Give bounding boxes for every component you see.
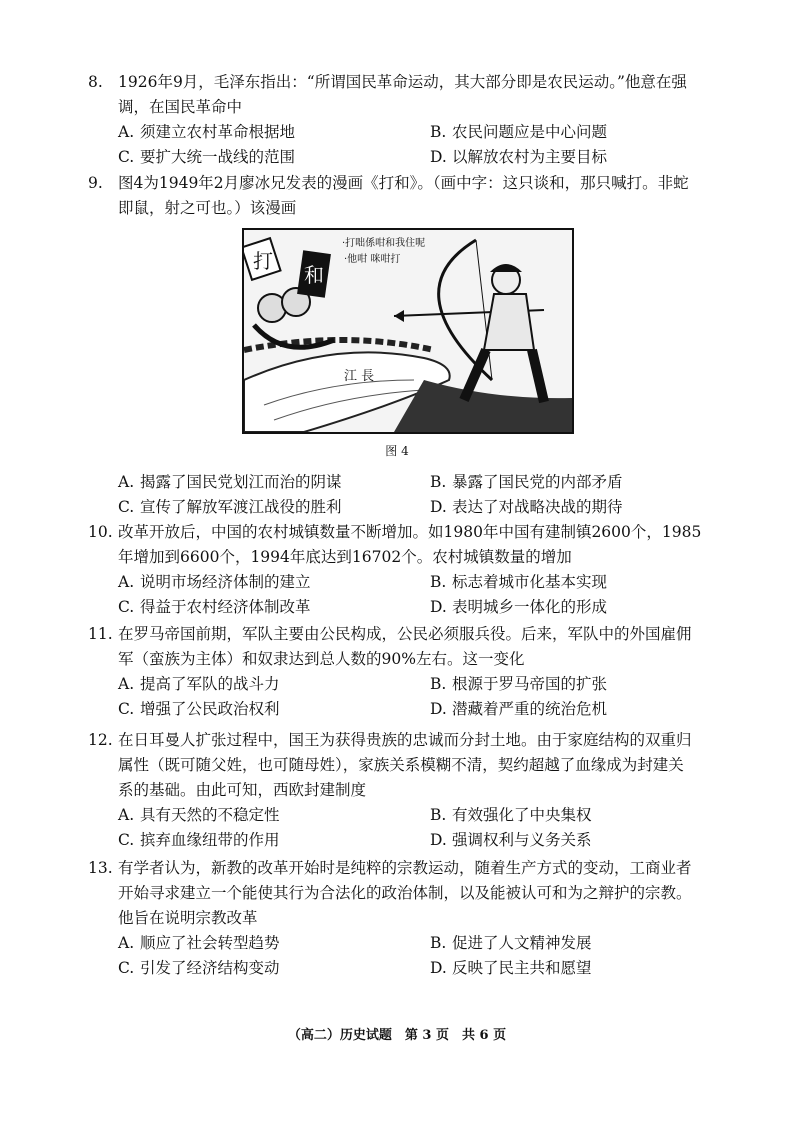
- option-a: A. 说明市场经济体制的建立: [118, 573, 311, 591]
- option-d: D. 表明城乡一体化的形成: [430, 598, 608, 616]
- option-d: D. 以解放农村为主要目标: [430, 148, 608, 166]
- option-b: B. 农民问题应是中心问题: [430, 123, 608, 141]
- option-c: C. 引发了经济结构变动: [118, 959, 280, 977]
- question-stem: 在罗马帝国前期，军队主要由公民构成，公民必须服兵役。后来，军队中的外国雇佣 军（蛮族为主体）和奴隶达到总人数的90%左右。这一变化: [118, 625, 692, 668]
- river-label: 江 長: [344, 369, 375, 384]
- option-a: A. 须建立农村革命根据地: [118, 123, 296, 141]
- option-c: C. 要扩大统一战线的范围: [118, 148, 296, 166]
- question-9: [88, 171, 708, 221]
- question-stem: 有学者认为，新教的改革开始时是纯粹的宗教运动，随着生产方式的变动，工商业者 开始寻求建立一个能使其行为合法化的政治体制，以及能被认可和为之辩护的宗教。 他旨在说明宗教改革: [118, 859, 692, 927]
- question-8: [88, 70, 708, 170]
- option-b: B. 有效强化了中央集权: [430, 806, 592, 824]
- option-a: A. 具有天然的不稳定性: [118, 806, 280, 824]
- question-number: 11.: [88, 625, 113, 643]
- question-number: 12.: [88, 731, 113, 749]
- question-13: [88, 856, 708, 981]
- options: [118, 803, 708, 853]
- banner-line-2: ·他咁 咪咁打: [344, 254, 401, 265]
- option-c: C. 增强了公民政治权利: [118, 700, 280, 718]
- options: [118, 120, 708, 170]
- option-c: C. 得益于农村经济体制改革: [118, 598, 311, 616]
- question-number: 13.: [88, 859, 113, 877]
- question-9-options: [118, 470, 708, 520]
- option-b: B. 标志着城市化基本实现: [430, 573, 608, 591]
- question-12: [88, 728, 708, 853]
- option-a: A. 顺应了社会转型趋势: [118, 934, 280, 952]
- question-number: 8.: [88, 73, 103, 91]
- option-b: B. 暴露了国民党的内部矛盾: [430, 473, 623, 491]
- banner-line-1: ·打咄係咁和我住呢: [342, 238, 426, 249]
- option-d: D. 反映了民主共和愿望: [430, 959, 592, 977]
- question-stem: 在日耳曼人扩张过程中，国王为获得贵族的忠诚而分封土地。由于家庭结构的双重归 属性（既可随父姓，也可随母姓），家族关系模糊不清，契约超越了血缘成为封建关 系的基础。由此可知，西欧封建制度: [118, 731, 692, 799]
- options: [118, 931, 708, 981]
- options: [118, 570, 708, 620]
- question-10: [88, 520, 708, 620]
- cartoon-illustration: [244, 230, 572, 432]
- options: [118, 470, 708, 520]
- option-a: A. 揭露了国民党划江而治的阴谋: [118, 473, 342, 491]
- question-stem: 图4为1949年2月廖冰兄发表的漫画《打和》。（画中字：这只谈和，那只喊打。非蛇 即鼠，射之可也。）该漫画: [118, 174, 689, 217]
- question-number: 9.: [88, 174, 103, 192]
- sign-right-text: 和: [304, 263, 324, 287]
- question-number: 10.: [88, 523, 113, 541]
- option-d: D. 表达了对战略决战的期待: [430, 498, 623, 516]
- page-footer: （高二）历史试题 第 3 页 共 6 页: [287, 1028, 507, 1043]
- option-a: A. 提高了军队的战斗力: [118, 675, 280, 693]
- question-11: [88, 622, 708, 722]
- question-stem: 1926年9月，毛泽东指出：“所谓国民革命运动，其大部分即是农民运动。”他意在强 调，在国民革命中: [118, 73, 687, 116]
- figure-caption: 图 4: [385, 444, 409, 458]
- option-b: B. 根源于罗马帝国的扩张: [430, 675, 608, 693]
- option-d: D. 潜藏着严重的统治危机: [430, 700, 608, 718]
- question-stem: 改革开放后，中国的农村城镇数量不断增加。如1980年中国有建制镇2600个，1985 年增加到6600个，1994年底达到16702个。农村城镇数量的增加: [118, 523, 702, 566]
- options: [118, 672, 708, 722]
- cartoon-figure: [242, 228, 574, 434]
- option-d: D. 强调权利与义务关系: [430, 831, 592, 849]
- option-c: C. 宣传了解放军渡江战役的胜利: [118, 498, 342, 516]
- sign-left-text: 打: [253, 249, 273, 273]
- option-b: B. 促进了人文精神发展: [430, 934, 592, 952]
- option-c: C. 摈弃血缘纽带的作用: [118, 831, 280, 849]
